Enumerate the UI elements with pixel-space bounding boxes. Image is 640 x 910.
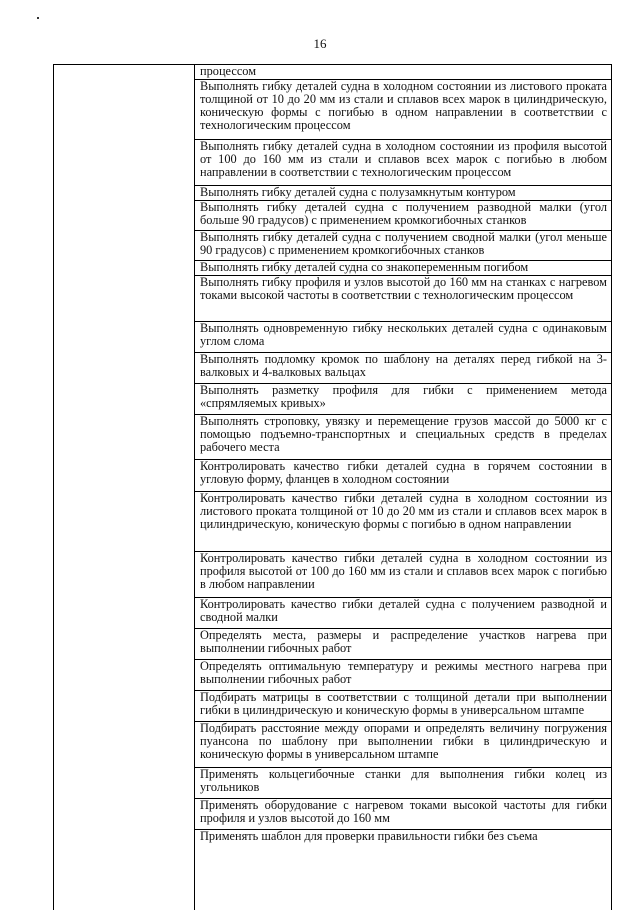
table-cell: Применять кольцегибочные станки для выполнения гибки колец из угольников: [195, 768, 611, 799]
skills-table: [53, 64, 612, 910]
table-cell: Выполнять строповку, увязку и перемещение грузов массой до 5000 кг с помощью подъемно-транспортных и специальных средств в пределах рабочего места: [195, 415, 611, 460]
table-cell: Контролировать качество гибки деталей судна в холодном состоянии из профиля высотой от 100 до 160 мм из стали и сплавов всех марок с погибью в любом направлении: [195, 552, 611, 598]
table-cell: Контролировать качество гибки деталей судна с получением разводной и сводной малки: [195, 598, 611, 629]
table-left-column: [54, 65, 195, 910]
table-cell: Выполнять гибку профиля и узлов высотой до 160 мм на станках с нагревом токами высокой частоты в соответствии с технологическим процессом: [195, 276, 611, 322]
table-cell: Контролировать качество гибки деталей судна в горячем состоянии в угловую форму, фланцев в холодном состоянии: [195, 460, 611, 492]
page-number: 16: [313, 36, 327, 51]
table-cell: Подбирать матрицы в соответствии с толщиной детали при выполнении гибки в цилиндрическую и коническую формы в универсальном штампе: [195, 691, 611, 722]
table-cell: Выполнять разметку профиля для гибки с применением метода «спрямляемых кривых»: [195, 384, 611, 415]
table-cell: Применять оборудование с нагревом токами высокой частоты для гибки профиля и узлов высотой до 160 мм: [195, 799, 611, 830]
table-right-column: [195, 65, 611, 870]
table-cell: Контролировать качество гибки деталей судна в холодном состоянии из листового проката толщиной от 10 до 20 мм из стали и сплавов всех марок в цилиндрическую, коническую формы с погибью в одном направлении: [195, 492, 611, 552]
table-cell: Применять шаблон для проверки правильности гибки без съема: [200, 829, 538, 843]
table-cell: процессом: [195, 65, 611, 80]
scan-speck: [37, 17, 39, 19]
table-cell: Выполнять гибку деталей судна с полузамкнутым контуром: [195, 186, 611, 201]
table-cell: Выполнять подломку кромок по шаблону на деталях перед гибкой на 3-валковых и 4-валковых вальцах: [195, 353, 611, 384]
table-cell: Выполнять гибку деталей судна с получением разводной малки (угол больше 90 градусов) с применением кромкогибочных станков: [195, 201, 611, 231]
table-cell: Выполнять одновременную гибку нескольких деталей судна с одинаковым углом слома: [195, 322, 611, 353]
table-cell: Выполнять гибку деталей судна со знакопеременным погибом: [195, 261, 611, 276]
table-cell: Выполнять гибку деталей судна в холодном состоянии из профиля высотой от 100 до 160 мм из стали и сплавов всех марок с погибью в любом направлении в соответствии с технологическим процессом: [195, 140, 611, 186]
table-cell: Определять места, размеры и распределение участков нагрева при выполнении гибочных работ: [195, 629, 611, 660]
table-cell: Выполнять гибку деталей судна с получением сводной малки (угол меньше 90 градусов) с применением кромкогибочных станков: [195, 231, 611, 261]
table-cell: Определять оптимальную температуру и режимы местного нагрева при выполнении гибочных работ: [195, 660, 611, 691]
table-cell: Подбирать расстояние между опорами и определять величину погружения пуансона по шаблону при выполнении гибки в цилиндрическую и коническую формы в универсальном штампе: [195, 722, 611, 768]
table-cell: Выполнять гибку деталей судна в холодном состоянии из листового проката толщиной от 10 до 20 мм из стали и сплавов всех марок в цилиндрическую, коническую формы с погибью в одном направлении в соответствии с технологическим процессом: [195, 80, 611, 140]
